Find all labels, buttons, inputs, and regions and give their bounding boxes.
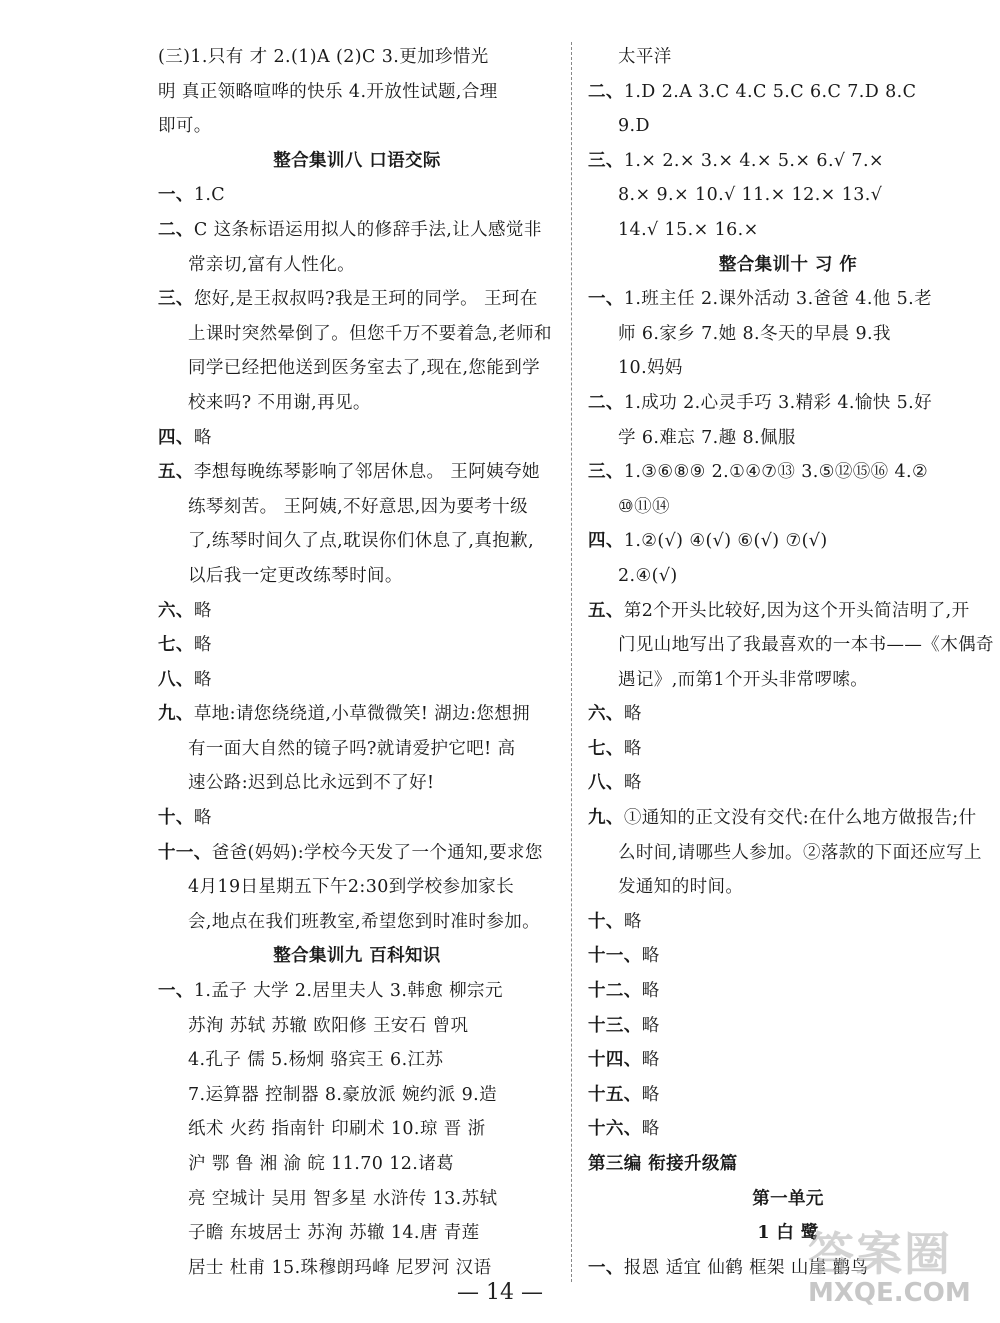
item-label: 二、 [158, 219, 194, 240]
watermark-logo: 答案圈 [808, 1227, 952, 1281]
text-line: 8.× 9.× 10.√ 11.× 12.× 13.√ [618, 185, 883, 206]
answer-line [158, 974, 556, 1009]
answer-line [158, 628, 556, 663]
answer-text: 略 [623, 738, 642, 759]
text-line: 苏洵 苏轼 苏辙 欧阳修 王安石 曾巩 [188, 1015, 469, 1036]
answer-line [588, 801, 988, 836]
text-line: 上课时突然晕倒了。但您千万不要着急,老师和 [188, 323, 552, 344]
item-label: 十二、 [588, 981, 642, 1002]
item-label: 三、 [588, 462, 624, 483]
text-line: 纸术 火药 指南针 印刷术 10.琼 晋 浙 [188, 1119, 486, 1140]
answer-text: 1.D 2.A 3.C 4.C 5.C 6.C 7.D 8.C [623, 81, 917, 102]
answer-line [588, 1043, 988, 1078]
text-line: 发通知的时间。 [618, 877, 744, 898]
answer-line [158, 697, 556, 732]
item-label: 三、 [158, 289, 194, 310]
item-label: 七、 [588, 738, 624, 759]
item-label: 六、 [588, 704, 624, 725]
answer-text: 爸爸(妈妈):学校今天发了一个通知,要求您 [211, 842, 543, 863]
answer-text: 略 [623, 773, 642, 794]
answer-line [158, 836, 556, 871]
section-heading-8: 整合集训八 口语交际 [273, 150, 441, 171]
text-line: 会,地点在我们班教室,希望您到时准时参加。 [188, 911, 541, 932]
answer-text: 第2个开头比较好,因为这个开头简洁明了,开 [623, 600, 970, 621]
text-line: 以后我一定更改练琴时间。 [188, 565, 403, 586]
answer-line [588, 1078, 988, 1113]
item-label: 十三、 [588, 1015, 642, 1036]
text-line: 遇记》,而第1个开头非常啰嗦。 [618, 669, 869, 690]
item-label: 十六、 [588, 1119, 642, 1140]
answer-text: 略 [193, 635, 212, 656]
item-label: 十、 [158, 808, 194, 829]
answer-line [158, 421, 556, 456]
text-line: 门见山地写出了我最喜欢的一本书——《木偶奇 [618, 635, 994, 656]
watermark [808, 1218, 998, 1318]
lesson-heading: 1 白 鹭 [757, 1223, 819, 1244]
text-line: 4月19日星期五下午2:30到学校参加家长 [188, 877, 515, 898]
answer-text: 略 [623, 704, 642, 725]
part-heading: 第三编 衔接升级篇 [588, 1154, 738, 1174]
text-line: 4.孔子 儒 5.杨炯 骆宾王 6.江苏 [188, 1050, 444, 1071]
answer-text: 略 [193, 808, 212, 829]
answer-text: 李想每晚练琴影响了邻居休息。 王阿姨夸她 [193, 462, 540, 483]
item-label: 一、 [158, 185, 194, 206]
item-label: 十一、 [158, 842, 212, 863]
text-line: 子瞻 东坡居士 苏洵 苏辙 14.唐 青莲 [188, 1223, 480, 1244]
text-line: 了,练琴时间久了点,耽误你们休息了,真抱歉, [188, 531, 535, 552]
answer-text: 略 [641, 1119, 660, 1140]
item-label: 五、 [588, 600, 624, 621]
item-label: 四、 [158, 427, 194, 448]
text-line: 沪 鄂 鲁 湘 渝 皖 11.70 12.诸葛 [188, 1154, 455, 1174]
text-line: 有一面大自然的镜子吗?就请爱护它吧! 高 [188, 738, 516, 759]
section-heading-10: 整合集训十 习 作 [718, 254, 858, 275]
item-label: 六、 [158, 600, 194, 621]
answer-line [588, 75, 988, 110]
text-line: (三)1.只有 才 2.(1)A (2)C 3.更加珍惜光 [158, 47, 489, 67]
answer-text: 略 [193, 427, 212, 448]
text-line: 太平洋 [618, 47, 672, 67]
section-heading-9: 整合集训九 百科知识 [273, 946, 441, 967]
answer-line [588, 455, 988, 490]
answer-text: 1.成功 2.心灵手巧 3.精彩 4.愉快 5.好 [623, 392, 933, 413]
text-line: 学 6.难忘 7.趣 8.佩服 [618, 427, 796, 448]
answer-line [158, 594, 556, 629]
answer-text: 1.③⑥⑧⑨ 2.①④⑦⑬ 3.⑤⑫⑮⑯ 4.② [623, 462, 929, 483]
answer-text: 略 [641, 1050, 660, 1071]
unit-heading: 第一单元 [752, 1188, 824, 1209]
item-label: 九、 [158, 704, 194, 725]
item-label: 十四、 [588, 1050, 642, 1071]
answer-text: 草地:请您绕绕道,小草微微笑! 湖边:您想拥 [193, 704, 531, 725]
answer-line [588, 1112, 988, 1147]
answer-text: 1.②(√) ④(√) ⑥(√) ⑦(√) [623, 531, 828, 552]
answer-line [588, 282, 988, 317]
item-label: 十一、 [588, 946, 642, 967]
answer-text: 1.× 2.× 3.× 4.× 5.× 6.√ 7.× [623, 150, 884, 171]
item-label: 一、 [588, 1257, 624, 1278]
text-line: 练琴刻苦。 王阿姨,不好意思,因为要考十级 [188, 496, 529, 517]
answer-text: 略 [623, 911, 642, 932]
text-line: 师 6.家乡 7.她 8.冬天的早晨 9.我 [618, 323, 891, 344]
text-line: 9.D [618, 116, 650, 137]
text-line: 常亲切,富有人性化。 [188, 254, 356, 275]
answer-line [588, 905, 988, 940]
answer-text: 略 [641, 981, 660, 1002]
answer-line [588, 386, 988, 421]
answer-text: 1.班主任 2.课外活动 3.爸爸 4.他 5.老 [623, 289, 933, 310]
text-line: 即可。 [158, 116, 212, 137]
answer-text: 略 [641, 1084, 660, 1105]
item-label: 一、 [588, 289, 624, 310]
right-column [588, 40, 994, 1285]
answer-line [158, 455, 556, 490]
text-line: 同学已经把他送到医务室去了,现在,您能到学 [188, 358, 541, 379]
item-label: 四、 [588, 531, 624, 552]
text-line: 校来吗? 不用谢,再见。 [188, 392, 371, 413]
answer-text: 略 [641, 946, 660, 967]
item-label: 一、 [158, 981, 194, 1002]
text-line: 14.√ 15.× 16.× [618, 219, 759, 240]
answer-line [158, 213, 556, 248]
answer-text: 1.孟子 大学 2.居里夫人 3.韩愈 柳宗元 [193, 981, 503, 1002]
answer-text: ①通知的正文没有交代:在什么地方做报告;什 [623, 808, 977, 829]
item-label: 十五、 [588, 1084, 642, 1105]
text-line: 明 真正领略喧哗的快乐 4.开放性试题,合理 [158, 81, 498, 102]
item-label: 二、 [588, 81, 624, 102]
item-label: 八、 [158, 669, 194, 690]
answer-line [158, 801, 556, 836]
answer-text: 报恩 适宜 仙鹤 框架 山崖 鹳鸟 [623, 1257, 869, 1278]
text-line: 7.运算器 控制器 8.豪放派 婉约派 9.造 [188, 1084, 498, 1105]
item-label: 八、 [588, 773, 624, 794]
answer-line [588, 1009, 988, 1044]
item-label: 七、 [158, 635, 194, 656]
item-label: 五、 [158, 462, 194, 483]
answer-text: 1.C [193, 185, 226, 206]
page-number: — 14 — [457, 1280, 543, 1305]
answer-line [588, 732, 988, 767]
answer-line [588, 144, 988, 179]
text-line: ⑩⑪⑭ [618, 496, 670, 517]
text-line: 速公路:迟到总比永远到不了好! [188, 773, 435, 794]
answer-text: 略 [193, 600, 212, 621]
left-column [158, 40, 556, 1285]
item-label: 二、 [588, 392, 624, 413]
item-label: 十、 [588, 911, 624, 932]
answer-line [158, 663, 556, 698]
item-label: 九、 [588, 808, 624, 829]
answer-text: 略 [193, 669, 212, 690]
text-line: 亮 空城计 吴用 智多星 水浒传 13.苏轼 [188, 1188, 498, 1209]
answer-text: C 这条标语运用拟人的修辞手法,让人感觉非 [193, 219, 542, 240]
answer-text: 略 [641, 1015, 660, 1036]
text-line: 10.妈妈 [618, 358, 683, 379]
answer-line [588, 594, 988, 629]
answer-line [588, 766, 988, 801]
answer-line [588, 974, 988, 1009]
text-line: 么时间,请哪些人参加。②落款的下面还应写上 [618, 842, 982, 863]
watermark-site: MXQE.COM [808, 1278, 971, 1308]
answer-line [588, 939, 988, 974]
answer-text: 您好,是王叔叔吗?我是王珂的同学。 王珂在 [193, 289, 538, 310]
text-line: 2.④(√) [618, 565, 678, 586]
answer-line [158, 178, 556, 213]
text-line: 居士 杜甫 15.珠穆朗玛峰 尼罗河 汉语 [188, 1257, 492, 1278]
answer-line [588, 697, 988, 732]
column-divider [571, 42, 572, 1282]
item-label: 三、 [588, 150, 624, 171]
answer-line [158, 282, 556, 317]
answer-line [588, 524, 988, 559]
